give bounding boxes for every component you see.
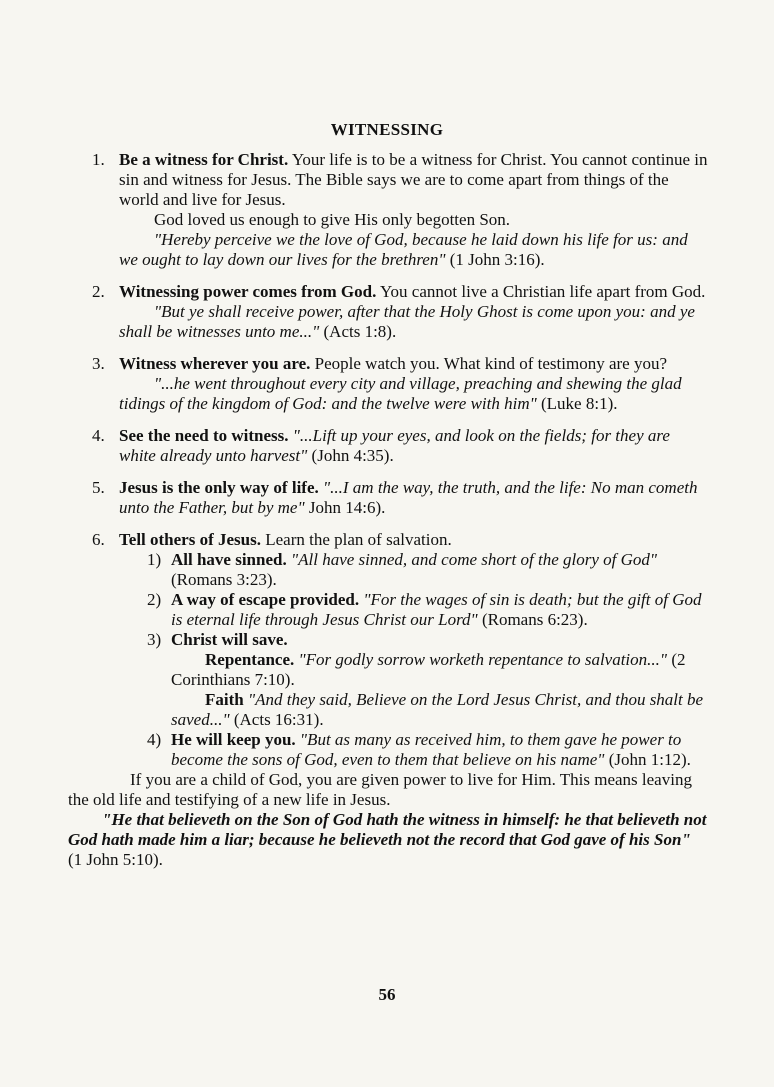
repentance-heading: Repentance. (205, 650, 295, 669)
item-paragraph (119, 354, 708, 374)
list-item-4 (92, 426, 708, 466)
scripture-reference: (John 4:35). (307, 446, 394, 465)
sub-item-heading: Christ will save. (171, 630, 288, 649)
sub-item-paragraph (171, 590, 708, 630)
item-paragraph (119, 282, 708, 302)
quote-text: "But ye shall receive power, after that the Holy Ghost is come upon you: and ye shall be witnesses unto me..." (119, 302, 695, 341)
item-heading: Witnessing power comes from God. (119, 282, 377, 301)
item-heading: Tell others of Jesus. (119, 530, 261, 549)
item-number: 6. (92, 530, 105, 549)
faith-heading: Faith (205, 690, 244, 709)
quote-text: "...he went throughout every city and village, preaching and shewing the glad tidings of the kingdom of God: and the twelve were with him" (119, 374, 682, 413)
quote-text: "...Lift up your eyes, and look on the fields; for they are white already unto harvest" (119, 426, 670, 465)
item-text: People watch you. What kind of testimony are you? (310, 354, 668, 373)
sub-item-number: 3) (147, 630, 162, 649)
quote-text: "All have sinned, and come short of the glory of God" (286, 550, 658, 569)
sub-item-paragraph (171, 730, 708, 770)
main-content (68, 150, 708, 870)
list-item-6 (92, 530, 708, 770)
list-item-5 (92, 478, 708, 518)
scripture-reference: John 14:6). (304, 498, 386, 517)
item-paragraph (119, 426, 708, 466)
item-heading: See the need to witness. (119, 426, 289, 445)
item-paragraph (119, 478, 708, 518)
item-number: 3. (92, 354, 105, 373)
sub-item-paragraph (171, 550, 708, 590)
sub-item-paragraph (171, 630, 708, 650)
quote-text: "For godly sorrow worketh repentance to salvation..." (294, 650, 668, 669)
quote-text: "For the wages of sin is death; but the gift of God is eternal life through Jesus Christ our Lord" (171, 590, 702, 629)
sub-item-4 (119, 730, 708, 770)
scripture-reference: (Romans 6:23). (477, 610, 588, 629)
scripture-reference: (Romans 3:23). (171, 570, 277, 589)
scripture-reference: (Acts 16:31). (229, 710, 324, 729)
scripture-quote (119, 374, 708, 414)
sub-item-3 (119, 630, 708, 650)
sub-item-heading: He will keep you. (171, 730, 296, 749)
closing-quote (68, 810, 708, 870)
item-text: You cannot live a Christian life apart from God. (376, 282, 706, 301)
item-paragraph (119, 150, 708, 210)
scripture-reference: (1 John 3:16). (445, 250, 545, 269)
repentance-paragraph (119, 650, 708, 690)
scripture-quote (119, 302, 708, 342)
item-number: 5. (92, 478, 105, 497)
quote-text: "But as many as received him, to them gave he power to become the sons of God, even to them that believe on his name" (171, 730, 682, 769)
item-text: Learn the plan of salvation. (261, 530, 452, 549)
list-item-3 (92, 354, 708, 414)
page-number: 56 (378, 985, 396, 1004)
page-title: WITNESSING (330, 120, 444, 139)
closing-paragraph: If you are a child of God, you are given power to live for Him. This means leaving the old life and testifying of a new life in Jesus. (68, 770, 692, 809)
list-item-2 (92, 282, 708, 342)
item-text: Your life is to be a witness for Christ. You cannot continue in sin and witness for Jesus. The Bible says we are to come apart from things of the world and live for Jesus. (119, 150, 708, 209)
quote-text: "He that believeth on the Son of God hath the witness in himself: he that believeth not God hath made him a liar; because he believeth not the record that God gave of his Son" (68, 810, 707, 849)
sub-item-2 (119, 590, 708, 630)
quote-text: "...I am the way, the truth, and the life: No man cometh unto the Father, but by me" (119, 478, 698, 517)
sub-item-1 (119, 550, 708, 590)
sub-item-heading: All have sinned. (171, 550, 287, 569)
sub-item-number: 2) (147, 590, 162, 609)
scripture-reference: (1 John 5:10). (68, 850, 163, 869)
quote-text: "Hereby perceive we the love of God, because he laid down his life for us: and we ought to lay down our lives for the brethren" (119, 230, 688, 269)
item-heading: Be a witness for Christ. (119, 150, 289, 169)
sub-item-number: 1) (147, 550, 162, 569)
scripture-reference: (Acts 1:8). (319, 322, 397, 341)
scripture-reference: (2 Corinthians 7:10). (171, 650, 686, 689)
faith-paragraph (119, 690, 708, 730)
sub-item-heading: A way of escape provided. (171, 590, 360, 609)
scripture-quote (119, 230, 708, 270)
item-number: 1. (92, 150, 105, 169)
scripture-reference: (Luke 8:1). (536, 394, 618, 413)
quote-text: "And they said, Believe on the Lord Jesus Christ, and thou shalt be saved..." (171, 690, 704, 729)
item-number: 4. (92, 426, 105, 445)
sub-item-number: 4) (147, 730, 162, 749)
item-paragraph-2: God loved us enough to give His only begotten Son. (154, 210, 511, 229)
scripture-reference: (John 1:12). (604, 750, 691, 769)
closing-section (68, 770, 708, 870)
item-paragraph (119, 530, 708, 550)
list-item-1 (92, 150, 708, 270)
item-number: 2. (92, 282, 105, 301)
item-heading: Jesus is the only way of life. (119, 478, 319, 497)
item-heading: Witness wherever you are. (119, 354, 311, 373)
